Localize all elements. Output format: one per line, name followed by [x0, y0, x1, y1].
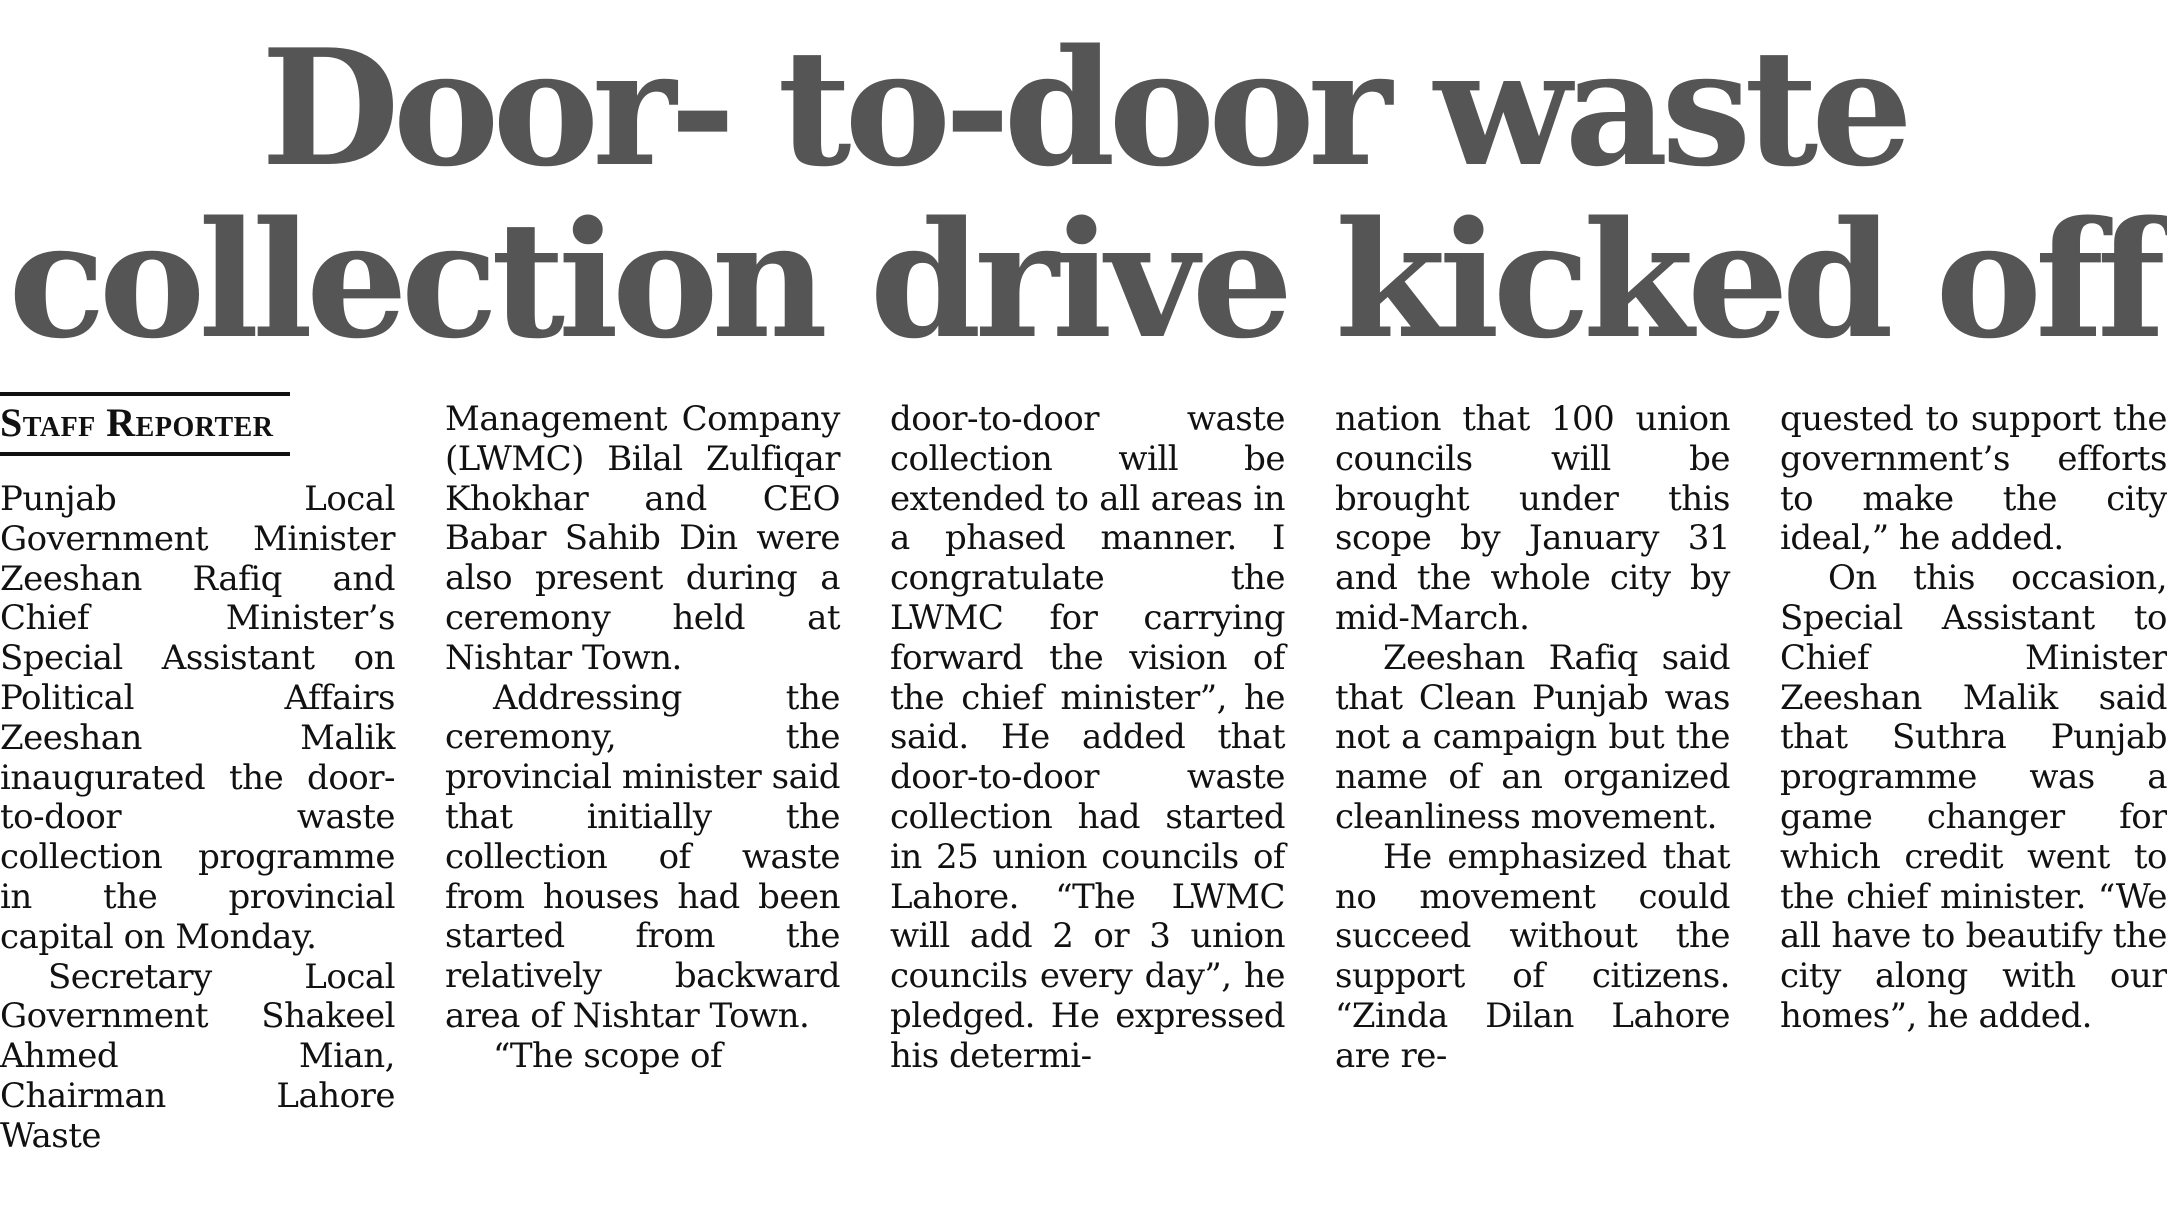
paragraph: Management Company (LWMC) Bilal Zulfiqar Khokhar and CEO Babar Sahib Din were also present during a ceremony held at Nishtar Town.: [445, 399, 840, 678]
paragraph: Addressing the ceremony, the provincial minister said that initially the collection of waste from houses had been started from the relatively backward area of Nishtar Town.: [445, 677, 840, 1036]
paragraph: Secretary Local Government Shakeel Ahmed Mian, Chairman Lahore Waste: [0, 956, 395, 1156]
paragraph: quested to support the government’s efforts to make the city ideal,” he added.: [1780, 399, 2167, 559]
headline-line-1: Door- to-door waste: [260, 14, 1907, 202]
article-column-5: [1780, 400, 2167, 1037]
paragraph: door-to-door waste collection will be extended to all areas in a phased manner. I congratulate the LWMC for carrying forward the vision of the chief minister”, he said. He added that door-to-door waste collection had started in 25 union councils of Lahore. “The LWMC will add 2 or 3 union councils every day”, he pledged. He expressed his determi-: [890, 399, 1285, 1076]
paragraph: On this occasion, Special Assistant to Chief Minister Zeeshan Malik said that Suthra Punjab programme was a game changer for which credit went to the chief minister. “We all have to beautify the city along with our homes”, he added.: [1780, 558, 2167, 1036]
article-column-1: [0, 480, 395, 1157]
paragraph: Punjab Local Government Minister Zeeshan Rafiq and Chief Minister’s Special Assistant on Political Affairs Zeeshan Malik inaugurated the door-to-door waste collection programme in the provincial capital on Monday.: [0, 479, 395, 957]
headline: [0, 14, 2167, 374]
article-column-2: [445, 400, 840, 1077]
byline: Staff Reporter: [0, 392, 290, 456]
paragraph: nation that 100 union councils will be brought under this scope by January 31 and the whole city by mid-March.: [1335, 399, 1730, 638]
headline-line-2: collection drive kicked off: [8, 186, 2159, 374]
article-column-3: [890, 400, 1285, 1077]
paragraph: “The scope of: [493, 1035, 723, 1076]
article-column-4: [1335, 400, 1730, 1077]
paragraph: He emphasized that no movement could succeed without the support of citizens. “Zinda Dilan Lahore are re-: [1335, 836, 1730, 1076]
paragraph: Zeeshan Rafiq said that Clean Punjab was not a campaign but the name of an organized cleanliness movement.: [1335, 637, 1730, 837]
